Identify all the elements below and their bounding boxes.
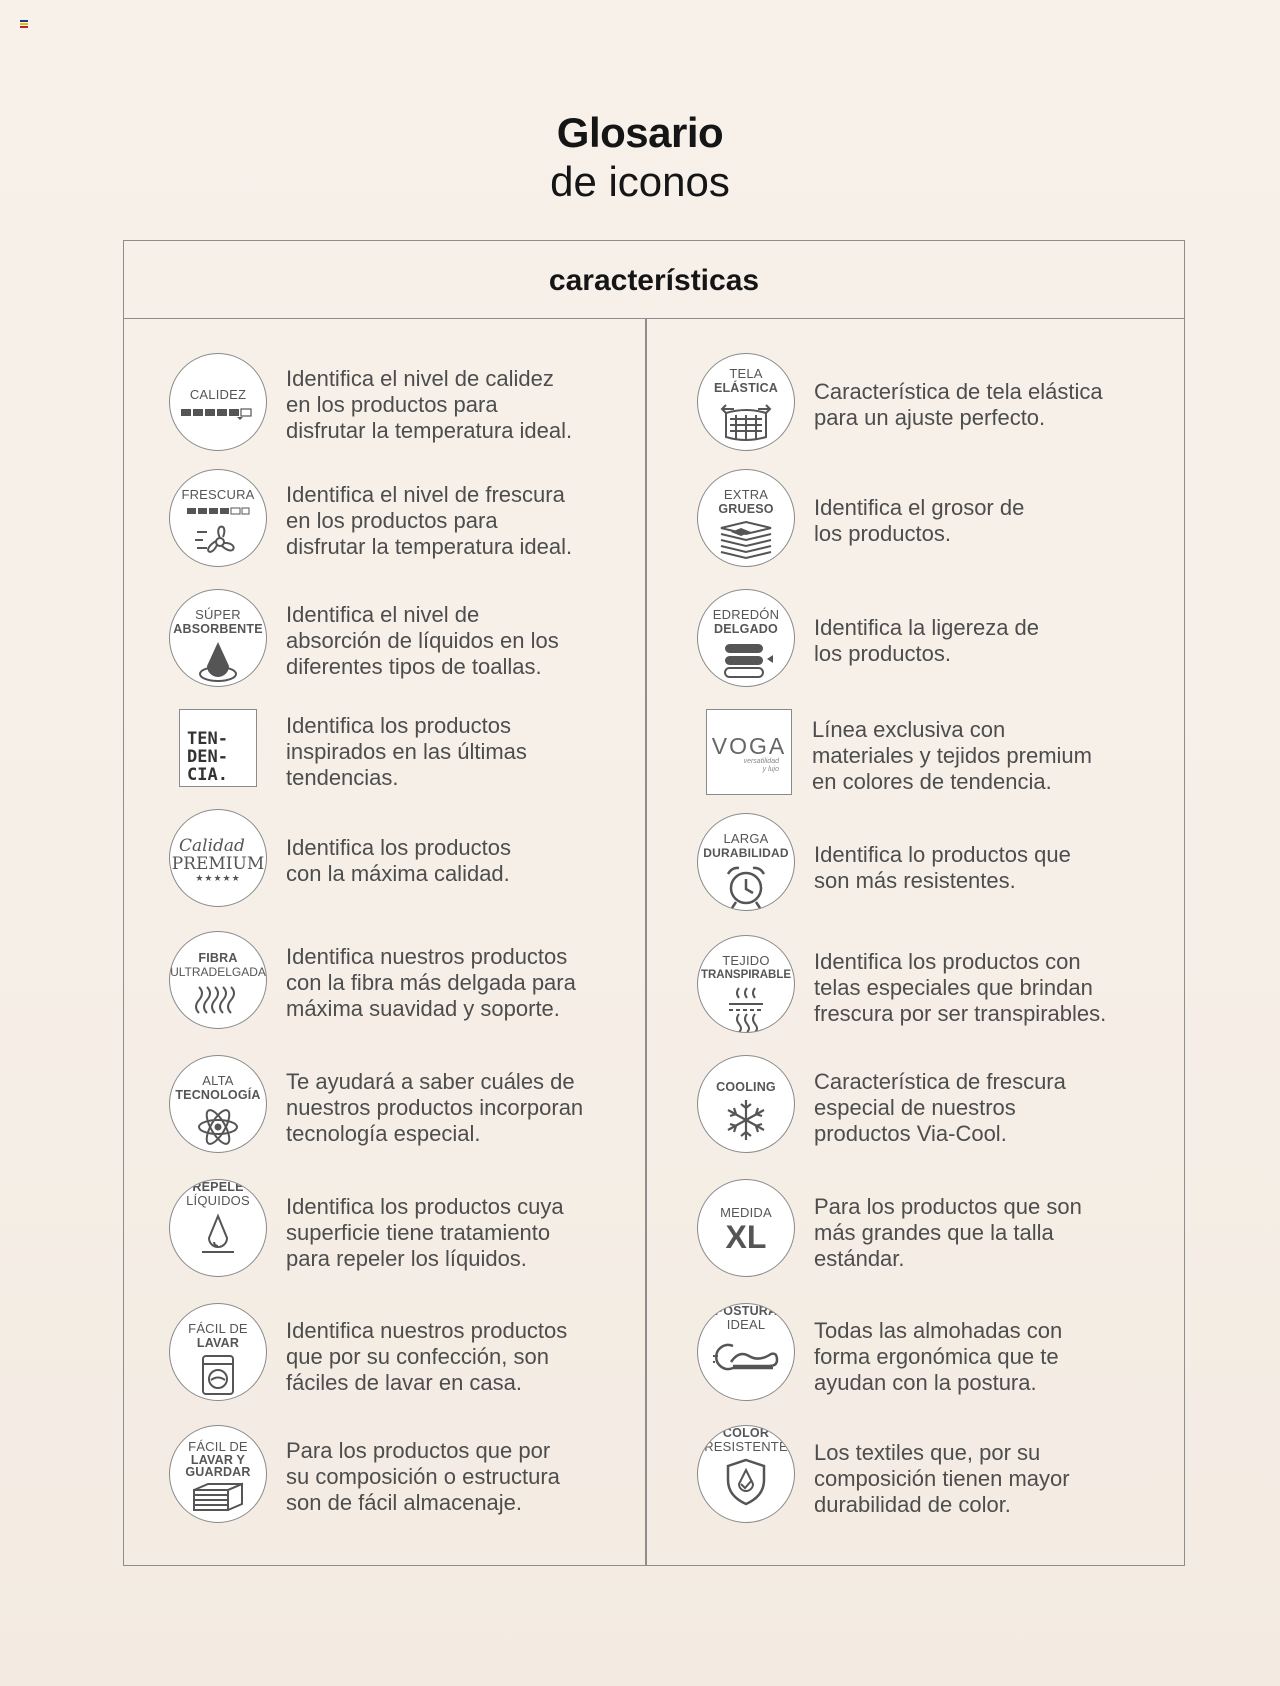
shield-drop-icon xyxy=(724,1458,768,1506)
edredon-delgado-badge xyxy=(697,589,795,687)
color-resistente-badge xyxy=(697,1425,795,1523)
voga-tagline: versatilidad y lujo xyxy=(743,758,779,773)
warmth-scale-icon xyxy=(179,406,257,420)
badge-label: COLOR xyxy=(722,1426,770,1440)
badge-label: LAVAR xyxy=(196,1336,240,1350)
voga-logo xyxy=(706,709,792,795)
page-title xyxy=(0,108,1280,206)
facil-de-lavar-y-guardar-badge xyxy=(169,1425,267,1523)
tendencia-description: Identifica los productos inspirados en las últimas tendencias. xyxy=(286,713,527,790)
badge-label: FRESCURA xyxy=(181,487,255,502)
tendencia-logo xyxy=(179,709,257,787)
calidez-badge xyxy=(169,353,267,451)
drop-icon xyxy=(196,1212,240,1256)
color-resistente-description: Los textiles que, por su composición tienen mayor durabilidad de color. xyxy=(814,1440,1070,1517)
repele-liquidos-badge xyxy=(169,1179,267,1277)
extra-grueso-badge xyxy=(697,469,795,567)
badge-label: LAVAR Y GUARDAR xyxy=(185,1453,251,1479)
badge-label: DELGADO xyxy=(714,622,778,636)
edredon-delgado-description: Identifica la ligereza de los productos. xyxy=(814,615,1040,666)
badge-label: IDEAL xyxy=(726,1317,766,1332)
tela-elastica-description: Característica de tela elástica para un ajuste perfecto. xyxy=(814,379,1103,430)
premium-description: Identifica los productos con la máxima calidad. xyxy=(286,835,512,886)
thin-duvet-icon xyxy=(717,640,775,680)
medida-xl-badge xyxy=(697,1179,795,1277)
larga-durabilidad-badge xyxy=(697,813,795,911)
badge-label: ALTA xyxy=(202,1073,234,1088)
badge-label: RESISTENTE xyxy=(704,1439,788,1454)
alta-tecnologia-badge xyxy=(169,1055,267,1153)
xl-icon: XL xyxy=(725,1219,767,1255)
glossary-table xyxy=(123,240,1185,1566)
frescura-badge xyxy=(169,469,267,567)
flag-icon xyxy=(20,20,28,28)
badge-label: ELÁSTICA xyxy=(713,381,779,395)
medida-xl-description: Para los productos que son más grandes que la talla estándar. xyxy=(814,1194,1082,1271)
postura-ideal-description: Todas las almohadas con forma ergonómica que te ayudan con la postura. xyxy=(814,1318,1063,1395)
fibra-ultradelgada-description: Identifica nuestros productos con la fibra más delgada para máxima suavidad y soporte. xyxy=(286,944,576,1021)
alarm-clock-icon xyxy=(722,864,770,910)
premium-badge xyxy=(169,809,267,907)
cooling-badge xyxy=(697,1055,795,1153)
badge-label: DURABILIDAD xyxy=(703,846,789,860)
cooling-description: Característica de frescura especial de nuestros productos Via-Cool. xyxy=(814,1069,1066,1146)
facil-de-lavar-description: Identifica nuestros productos que por su confección, son fáciles de lavar en casa. xyxy=(286,1318,568,1395)
extra-grueso-description: Identifica el grosor de los productos. xyxy=(814,495,1025,546)
badge-label: EXTRA xyxy=(723,487,769,502)
badge-label: TELA xyxy=(729,366,763,381)
super-absorbente-badge xyxy=(169,589,267,687)
badge-label: FIBRA xyxy=(198,951,238,965)
cool-scale-icon xyxy=(185,506,251,516)
tela-elastica-badge xyxy=(697,353,795,451)
breathable-icon xyxy=(723,986,769,1032)
facil-de-lavar-y-guardar-description: Para los productos que por su composición o estructura son de fácil almacenaje. xyxy=(286,1438,560,1515)
facil-de-lavar-badge xyxy=(169,1303,267,1401)
alta-tecnologia-description: Te ayudará a saber cuáles de nuestros productos incorporan tecnología especial. xyxy=(286,1069,584,1146)
snowflake-icon xyxy=(722,1098,770,1142)
repele-liquidos-description: Identifica los productos cuya superficie tiene tratamiento para repeler los líquidos. xyxy=(286,1194,564,1271)
fibra-ultradelgada-badge xyxy=(169,931,267,1029)
badge-label: POSTURA xyxy=(714,1304,778,1318)
badge-label: FÁCIL DE xyxy=(188,1439,248,1454)
column-divider xyxy=(645,319,647,1565)
badge-label: ABSORBENTE xyxy=(173,622,263,636)
badge-label: REPELE xyxy=(192,1180,244,1194)
voga-description: Línea exclusiva con materiales y tejidos premium en colores de tendencia. xyxy=(812,717,1092,794)
title-line-2: de iconos xyxy=(550,158,730,205)
postura-ideal-badge xyxy=(697,1303,795,1401)
badge-label: TRANSPIRABLE xyxy=(700,969,792,981)
stretch-fabric-icon xyxy=(718,399,774,445)
atom-icon xyxy=(196,1106,240,1148)
fan-icon xyxy=(193,520,243,562)
badge-label: PREMIUM xyxy=(171,854,265,874)
tendencia-label: TEN- DEN- CIA. xyxy=(187,729,228,785)
badge-label: FÁCIL DE xyxy=(188,1321,248,1336)
tejido-transpirable-description: Identifica los productos con telas especiales que brindan frescura por ser transpirables. xyxy=(814,949,1107,1026)
posture-icon xyxy=(711,1336,781,1376)
badge-label: CALIDEZ xyxy=(189,387,247,402)
badge-label: LARGA xyxy=(723,831,769,846)
section-title: características xyxy=(124,241,1184,319)
tejido-transpirable-badge xyxy=(697,935,795,1033)
badge-label: Calidad xyxy=(179,836,245,856)
badge-label: TECNOLOGÍA xyxy=(175,1088,261,1102)
badge-label: GRUESO xyxy=(718,502,774,516)
calidez-description: Identifica el nivel de calidez en los productos para disfrutar la temperatura ideal. xyxy=(286,366,573,443)
badge-label: TEJIDO xyxy=(722,953,770,968)
badge-label: MEDIDA xyxy=(720,1205,772,1220)
stack-icon xyxy=(190,1482,246,1514)
drop-absorb-icon xyxy=(195,640,241,684)
washing-machine-icon xyxy=(198,1354,238,1396)
stars-icon: ★★★★★ xyxy=(195,873,241,883)
badge-label: COOLING xyxy=(716,1080,776,1094)
voga-label: VOGA xyxy=(711,733,787,759)
badge-label: SÚPER xyxy=(195,607,241,622)
badge-label: LÍQUIDOS xyxy=(186,1193,250,1208)
title-line-1: Glosario xyxy=(556,109,724,156)
frescura-description: Identifica el nivel de frescura en los productos para disfrutar la temperatura ideal. xyxy=(286,482,573,559)
super-absorbente-description: Identifica el nivel de absorción de líquidos en los diferentes tipos de toallas. xyxy=(286,602,559,679)
layers-icon xyxy=(717,520,775,560)
badge-label: EDREDÓN xyxy=(712,607,780,622)
larga-durabilidad-description: Identifica lo productos que son más resistentes. xyxy=(814,842,1071,893)
fiber-waves-icon xyxy=(193,983,243,1017)
badge-label: ULTRADELGADA xyxy=(170,965,266,979)
